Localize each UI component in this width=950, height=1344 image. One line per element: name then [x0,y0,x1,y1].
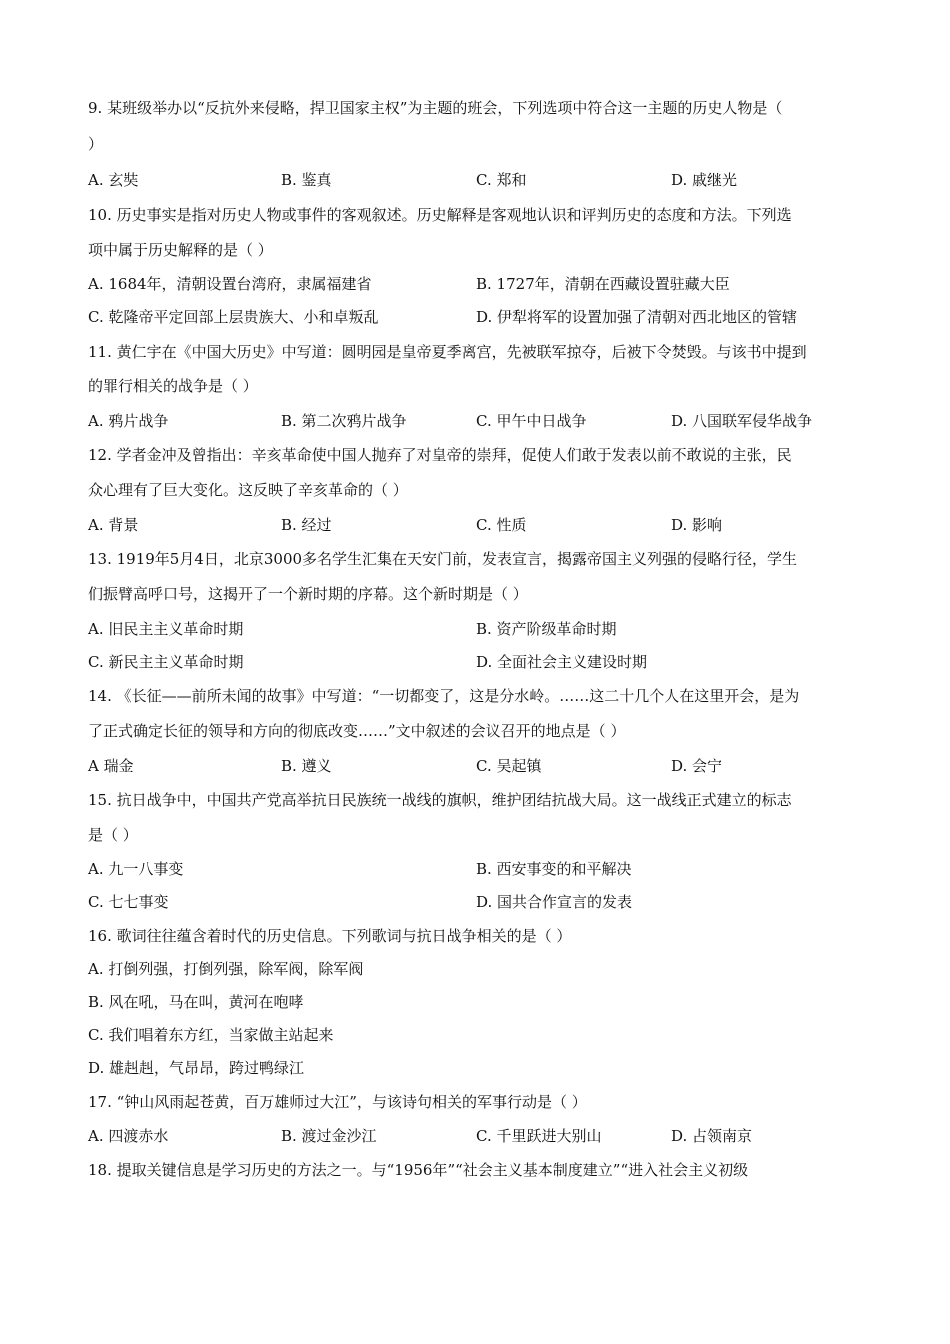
question-17-option-a: A. 四渡赤水 [88,1127,169,1145]
question-12-option-b: B. 经过 [281,516,332,534]
question-12-line-1: 12. 学者金冲及曾指出：辛亥革命使中国人抛弃了对皇帝的崇拜，促使人们敢于发表以前不敢说的主张，民 [88,446,792,464]
question-14-line-2: 了正式确定长征的领导和方向的彻底改变……”文中叙述的会议召开的地点是（ ） [88,722,626,740]
question-9-option-b: B. 鉴真 [281,171,332,189]
question-12-option-c: C. 性质 [476,516,527,534]
question-16-option-b: B. 风在吼，马在叫，黄河在咆哮 [88,993,304,1011]
question-13-line-1: 13. 1919年5月4日，北京3000多名学生汇集在天安门前，发表宣言，揭露帝国主义列强的侵略行径，学生 [88,550,798,568]
question-10-option-b: B. 1727年，清朝在西藏设置驻藏大臣 [476,275,730,293]
question-14-option-a: A 瑞金 [88,757,134,775]
question-16-option-c: C. 我们唱着东方红，当家做主站起来 [88,1026,334,1044]
question-10-option-c: C. 乾隆帝平定回部上层贵族大、小和卓叛乱 [88,308,379,326]
question-11-line-2: 的罪行相关的战争是（ ） [88,377,258,395]
question-11-option-b: B. 第二次鸦片战争 [281,412,407,430]
question-9-line-2: ） [88,135,104,153]
question-11-option-a: A. 鸦片战争 [88,412,169,430]
question-14-option-c: C. 吴起镇 [476,757,542,775]
question-10-line-2: 项中属于历史解释的是（ ） [88,241,273,259]
question-15-option-a: A. 九一八事变 [88,860,184,878]
question-13-option-a: A. 旧民主主义革命时期 [88,620,244,638]
question-11-line-1: 11. 黄仁宇在《中国大历史》中写道：圆明园是皇帝夏季离宫，先被联军掠夺，后被下令焚毁。与该书中提到 [88,343,807,361]
question-10-option-d: D. 伊犁将军的设置加强了清朝对西北地区的管辖 [476,308,798,326]
question-16-line-1: 16. 歌词往往蕴含着时代的历史信息。下列歌词与抗日战争相关的是（ ） [88,927,572,945]
question-10-line-1: 10. 历史事实是指对历史人物或事件的客观叙述。历史解释是客观地认识和评判历史的态度和方法。下列选 [88,206,792,224]
question-17-line-1: 17. “钟山风雨起苍黄，百万雄师过大江”，与该诗句相关的军事行动是（ ） [88,1093,587,1111]
question-10-option-a: A. 1684年，清朝设置台湾府，隶属福建省 [88,275,372,293]
question-14-line-1: 14. 《长征——前所未闻的故事》中写道：“一切都变了，这是分水岭。……这二十几个人在这里开会，是为 [88,687,800,705]
question-17-option-c: C. 千里跃进大别山 [476,1127,602,1145]
question-13-line-2: 们振臂高呼口号，这揭开了一个新时期的序幕。这个新时期是（ ） [88,585,528,603]
question-16-option-a: A. 打倒列强，打倒列强，除军阀，除军阀 [88,960,364,978]
question-12-option-a: A. 背景 [88,516,139,534]
question-11-option-d: D. 八国联军侵华战争 [671,412,813,430]
question-17-option-b: B. 渡过金沙江 [281,1127,377,1145]
question-14-option-b: B. 遵义 [281,757,332,775]
question-15-line-2: 是（ ） [88,826,138,844]
question-9-option-c: C. 郑和 [476,171,527,189]
question-9-option-a: A. 玄奘 [88,171,139,189]
question-15-option-d: D. 国共合作宣言的发表 [476,893,633,911]
question-9-option-d: D. 戚继光 [671,171,738,189]
question-15-option-c: C. 七七事变 [88,893,169,911]
question-16-option-d: D. 雄赳赳，气昂昂，跨过鸭绿江 [88,1059,305,1077]
question-13-option-b: B. 资产阶级革命时期 [476,620,617,638]
question-11-option-c: C. 甲午中日战争 [476,412,587,430]
question-13-option-d: D. 全面社会主义建设时期 [476,653,648,671]
question-9-line-1: 9. 某班级举办以“反抗外来侵略，捍卫国家主权”为主题的班会，下列选项中符合这一主题的历史人物是（ [88,99,783,117]
question-18-line-1: 18. 提取关键信息是学习历史的方法之一。与“1956年”“社会主义基本制度建立”“进入社会主义初级 [88,1161,749,1179]
question-17-option-d: D. 占领南京 [671,1127,753,1145]
question-12-option-d: D. 影响 [671,516,723,534]
question-12-line-2: 众心理有了巨大变化。这反映了辛亥革命的（ ） [88,481,408,499]
question-14-option-d: D. 会宁 [671,757,723,775]
question-15-line-1: 15. 抗日战争中，中国共产党高举抗日民族统一战线的旗帜，维护团结抗战大局。这一战线正式建立的标志 [88,791,792,809]
question-15-option-b: B. 西安事变的和平解决 [476,860,632,878]
question-13-option-c: C. 新民主主义革命时期 [88,653,244,671]
